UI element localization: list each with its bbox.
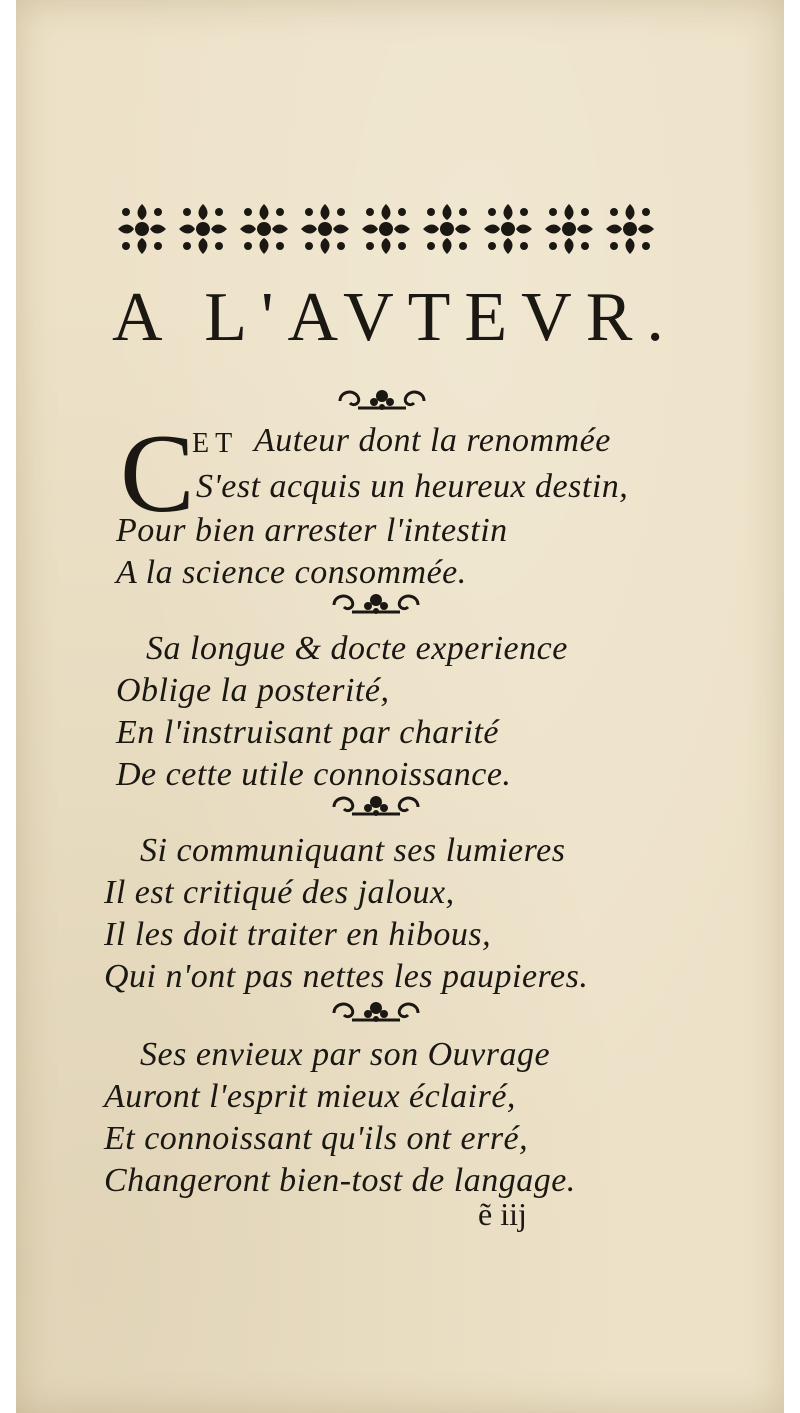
fleuron-ornament-2 <box>177 200 229 258</box>
ornament-divider-2 <box>328 588 424 622</box>
ornament-divider-3 <box>328 790 424 824</box>
fleuron-ornament-3 <box>238 200 290 258</box>
ornament-divider-4 <box>328 996 424 1030</box>
fleuron-ornament-8 <box>543 200 595 258</box>
stanza3-line1: Si communiquant ses lumieres <box>140 832 566 869</box>
fleuron-ornament-7 <box>482 200 534 258</box>
signature-mark: ẽ iij <box>478 1196 527 1232</box>
fleuron-ornament-4 <box>299 200 351 258</box>
first-word: ET <box>192 428 239 459</box>
stanza2-line3: En l'instruisant par charité <box>116 714 500 751</box>
stanza2-line2: Oblige la posterité, <box>116 672 390 709</box>
stanza2-line4: De cette utile connoissance. <box>116 756 512 793</box>
fleuron-ornament-6 <box>421 200 473 258</box>
stanza2-line1: Sa longue & docte experience <box>146 630 568 667</box>
stanza4-line4: Changeront bien-tost de langage. <box>104 1162 576 1199</box>
stanza1-line1: Auteur dont la renommée <box>254 422 611 459</box>
stanza4-line1: Ses envieux par son Ouvrage <box>140 1036 551 1073</box>
ornament-divider-1 <box>334 384 430 418</box>
fleuron-ornament-5 <box>360 200 412 258</box>
page-title: A L'AVTEVR. <box>112 279 678 356</box>
stanza3-line3: Il les doit traiter en hibous, <box>104 916 492 953</box>
stanza1-line3: Pour bien arrester l'intestin <box>116 512 508 549</box>
decorative-border <box>116 196 656 262</box>
stanza4-line3: Et connoissant qu'ils ont erré, <box>104 1120 529 1157</box>
stanza4-line2: Auront l'esprit mieux éclairé, <box>104 1078 516 1115</box>
stanza3-line2: Il est critiqué des jaloux, <box>104 874 455 911</box>
stanza1-line4: A la science consommée. <box>116 554 467 591</box>
stanza1-line2: S'est acquis un heureux destin, <box>196 468 629 505</box>
drop-cap: C <box>120 412 195 536</box>
fleuron-ornament-1 <box>116 200 168 258</box>
fleuron-ornament-9 <box>604 200 656 258</box>
stanza3-line4: Qui n'ont pas nettes les paupieres. <box>104 958 589 995</box>
book-page <box>16 0 784 1413</box>
